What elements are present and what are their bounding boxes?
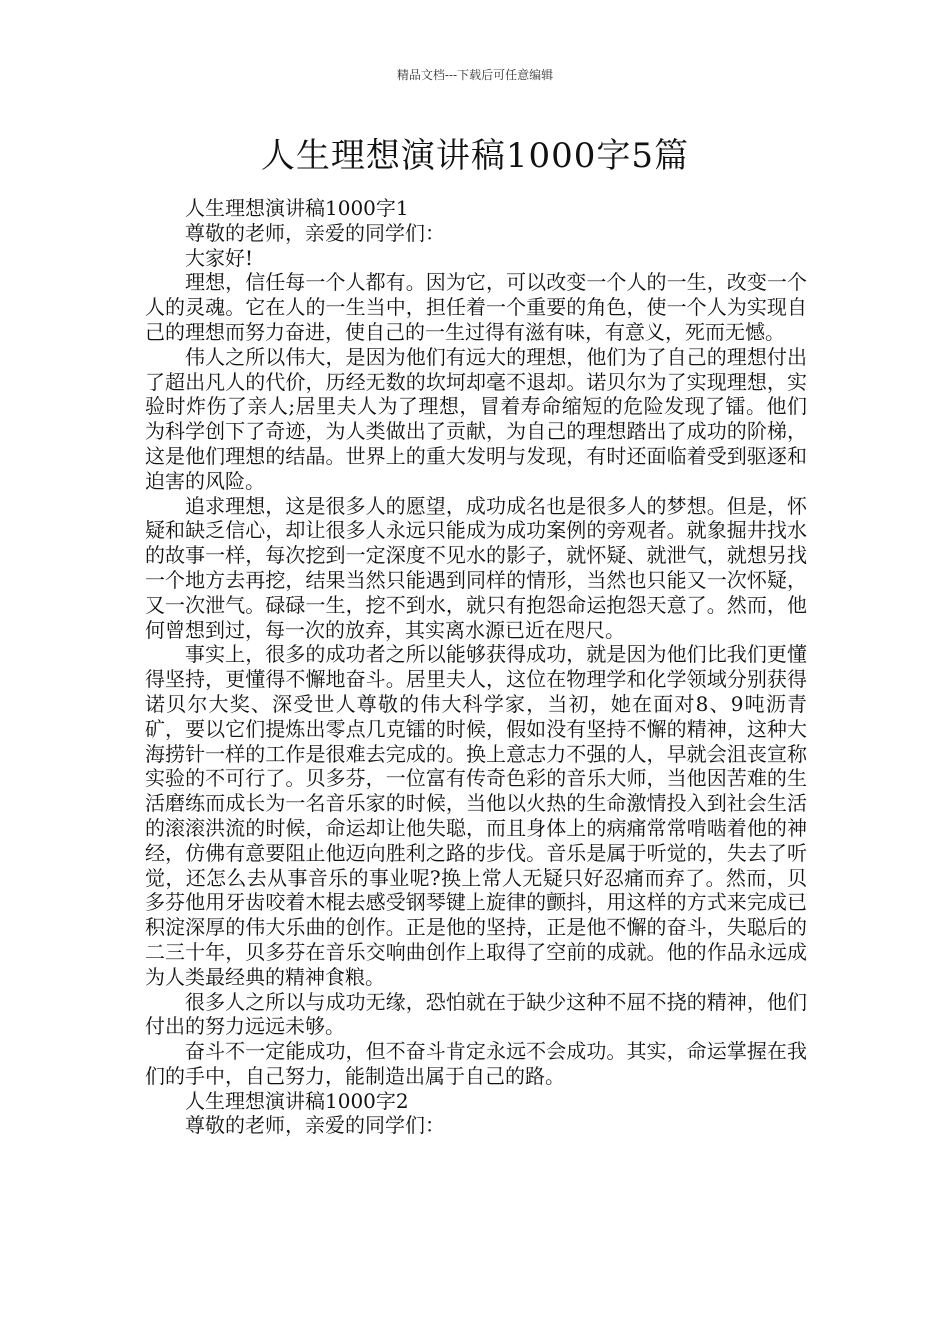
document-title: 人生理想演讲稿1000字5篇 — [260, 136, 690, 176]
paragraph: 奋斗不一定能成功，但不奋斗肯定永远不会成功。其实，命运掌握在我们的手中，自己努力，能制造出属于自己的路。 — [145, 1039, 807, 1088]
paragraph: 追求理想，这是很多人的愿望，成功成名也是很多人的梦想。但是，怀疑和缺乏信心，却让很多人永远只能成为成功案例的旁观者。就象掘井找水的故事一样，每次挖到一定深度不见水的影子，就怀疑、就泄气，就想另找一个地方去再挖，结果当然只能遇到同样的情形，当然也只能又一次怀疑，又一次泄气。碌碌一生，挖不到水，就只有抱怨命运抱怨天意了。然而，他何曾想到过，每一次的放弃，其实离水源已近在咫尺。 — [145, 493, 807, 642]
header-note: 精品文档---下载后可任意编辑 — [396, 68, 554, 82]
paragraph: 事实上，很多的成功者之所以能够获得成功，就是因为他们比我们更懂得坚持，更懂得不懈地奋斗。居里夫人，这位在物理学和化学领域分别获得诺贝尔大奖、深受世人尊敬的伟大科学家，当初，她在面对8、9吨沥青矿，要以它们提炼出零点几克镭的时候，假如没有坚持不懈的精神，这种大海捞针一样的工作是很难去完成的。换上意志力不强的人，早就会沮丧宣称实验的不可行了。贝多芬，一位富有传奇色彩的音乐大师，当他因苦难的生活磨练而成长为一名音乐家的时候，当他以火热的生命激情投入到社会生活的滚滚洪流的时候，命运却让他失聪，而且身体上的病痛常常啃啮着他的神经，仿佛有意要阻止他迈向胜利之路的步伐。音乐是属于听觉的，失去了听觉，还怎么去从事音乐的事业呢?换上常人无疑只好忍痛而弃了。然而，贝多芬他用牙齿咬着木棍去感受钢琴键上旋律的颤抖，用这样的方式来完成已积淀深厚的伟大乐曲的创作。正是他的坚持，正是他不懈的奋斗，失聪后的二三十年，贝多芬在音乐交响曲创作上取得了空前的成就。他的作品永远成为人类最经典的精神食粮。 — [145, 642, 807, 989]
document-body — [145, 196, 807, 1138]
paragraph: 很多人之所以与成功无缘，恐怕就在于缺少这种不屈不挠的精神，他们付出的努力远远未够。 — [145, 989, 807, 1039]
paragraph: 伟人之所以伟大，是因为他们有远大的理想，他们为了自己的理想付出了超出凡人的代价，历经无数的坎坷却毫不退却。诺贝尔为了实现理想，实验时炸伤了亲人;居里夫人为了理想，冒着寿命缩短的危险发现了镭。他们为科学创下了奇迹，为人类做出了贡献，为自己的理想踏出了成功的阶梯，这是他们理想的结晶。世界上的重大发明与发现，有时还面临着受到驱逐和迫害的风险。 — [145, 344, 807, 493]
paragraph: 人生理想演讲稿1000字1 — [185, 196, 409, 220]
paragraph: 人生理想演讲稿1000字2 — [185, 1088, 409, 1113]
paragraph: 尊敬的老师，亲爱的同学们： — [185, 1113, 445, 1138]
paragraph: 大家好! — [185, 245, 254, 270]
paragraph: 理想，信任每一个人都有。因为它，可以改变一个人的一生，改变一个人的灵魂。它在人的一生当中，担任着一个重要的角色，使一个人为实现自己的理想而努力奋进，使自己的一生过得有滋有味，有意义，死而无憾。 — [145, 270, 807, 344]
paragraph: 尊敬的老师，亲爱的同学们： — [185, 220, 445, 245]
